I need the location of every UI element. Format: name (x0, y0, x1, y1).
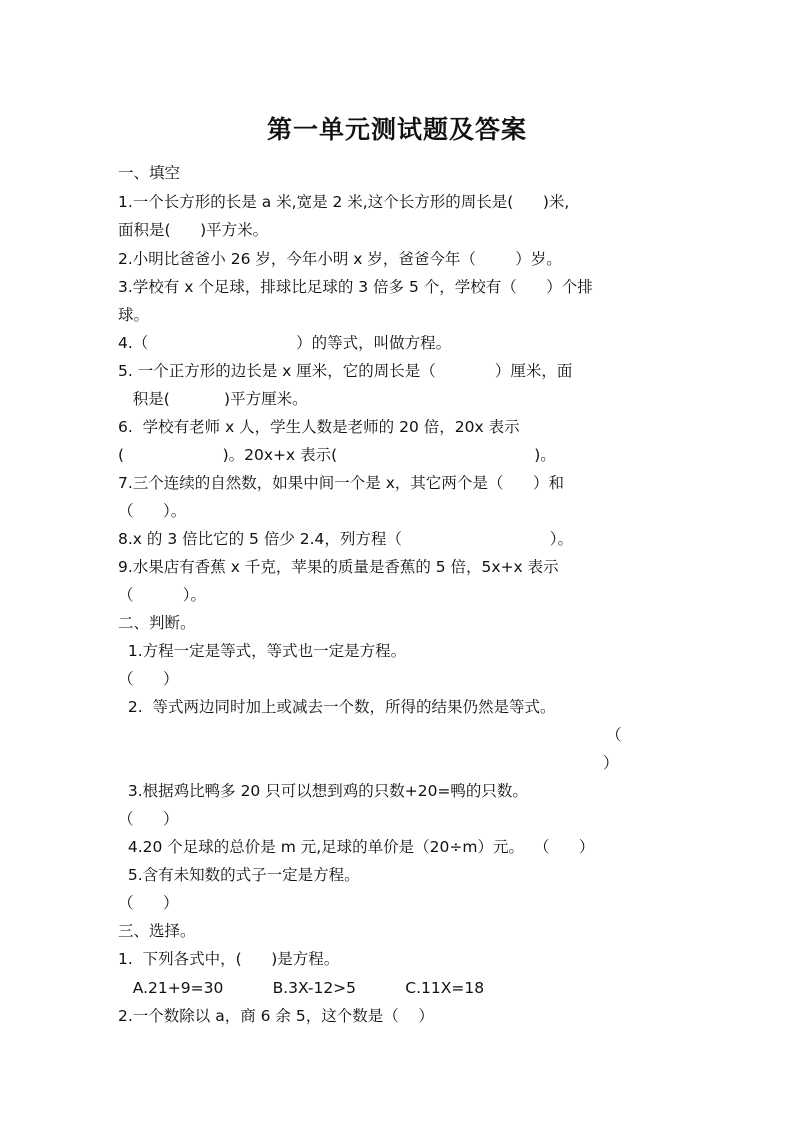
judge-question-1-parens: （ ） (118, 670, 179, 688)
page-title: 第一单元测试题及答案 (266, 115, 527, 144)
fill-question-3-line-1: 3.学校有 x 个足球，排球比足球的 3 倍多 5 个，学校有（ ）个排 (118, 278, 593, 296)
fill-question-6-line-1: 6. 学校有老师 x 人，学生人数是老师的 20 倍，20x 表示 (118, 418, 520, 436)
fill-question-4: 4.（ ）的等式，叫做方程。 (118, 334, 452, 352)
section-heading-judge: 二、判断。 (118, 614, 196, 632)
fill-question-9-line-1: 9.水果店有香蕉 x 千克，苹果的质量是香蕉的 5 倍，5x+x 表示 (118, 558, 559, 576)
fill-question-1-line-1: 1.一个长方形的长是 a 米,宽是 2 米,这个长方形的周长是( )米, (118, 193, 570, 211)
fill-question-7-line-1: 7.三个连续的自然数，如果中间一个是 x，其它两个是（ ）和 (118, 474, 564, 492)
fill-question-9-line-2: （ ）。 (118, 586, 207, 604)
section-heading-choose: 三、选择。 (118, 922, 196, 940)
fill-question-7-line-2: （ ）。 (118, 502, 187, 520)
judge-question-3-parens: （ ） (118, 810, 179, 828)
judge-question-2-paren-close: ） (603, 754, 619, 772)
judge-question-2: 2. 等式两边同时加上或减去一个数，所得的结果仍然是等式。 (118, 698, 556, 716)
fill-question-1-line-2: 面积是( )平方米。 (118, 221, 269, 239)
judge-question-4: 4.20 个足球的总价是 m 元,足球的单价是（20÷m）元。 （ ） (118, 838, 595, 856)
fill-question-5-line-1: 5. 一个正方形的边长是 x 厘米，它的周长是（ ）厘米，面 (118, 362, 573, 380)
choose-question-1-options: A.21+9=30 B.3X-12>5 C.11X=18 (118, 979, 485, 997)
judge-question-5-parens: （ ） (118, 894, 179, 912)
choose-question-1: 1. 下列各式中，( )是方程。 (118, 950, 340, 968)
fill-question-8: 8.x 的 3 倍比它的 5 倍少 2.4，列方程（ ）。 (118, 530, 573, 548)
judge-question-1: 1.方程一定是等式，等式也一定是方程。 (118, 642, 407, 660)
fill-question-3-line-2: 球。 (118, 306, 150, 324)
fill-question-5-line-2: 积是( )平方厘米。 (118, 390, 308, 408)
section-heading-fill: 一、填空 (118, 164, 181, 182)
judge-question-5: 5.含有未知数的式子一定是方程。 (118, 866, 360, 884)
judge-question-3: 3.根据鸡比鸭多 20 只可以想到鸡的只数+20=鸭的只数。 (118, 782, 528, 800)
fill-question-6-line-2: ( )。20x+x 表示( )。 (118, 446, 556, 464)
choose-question-2: 2.一个数除以 a，商 6 余 5，这个数是（ ） (118, 1007, 434, 1025)
fill-question-2: 2.小明比爸爸小 26 岁，今年小明 x 岁，爸爸今年（ ）岁。 (118, 250, 562, 268)
judge-question-2-paren-open: （ (606, 726, 622, 744)
